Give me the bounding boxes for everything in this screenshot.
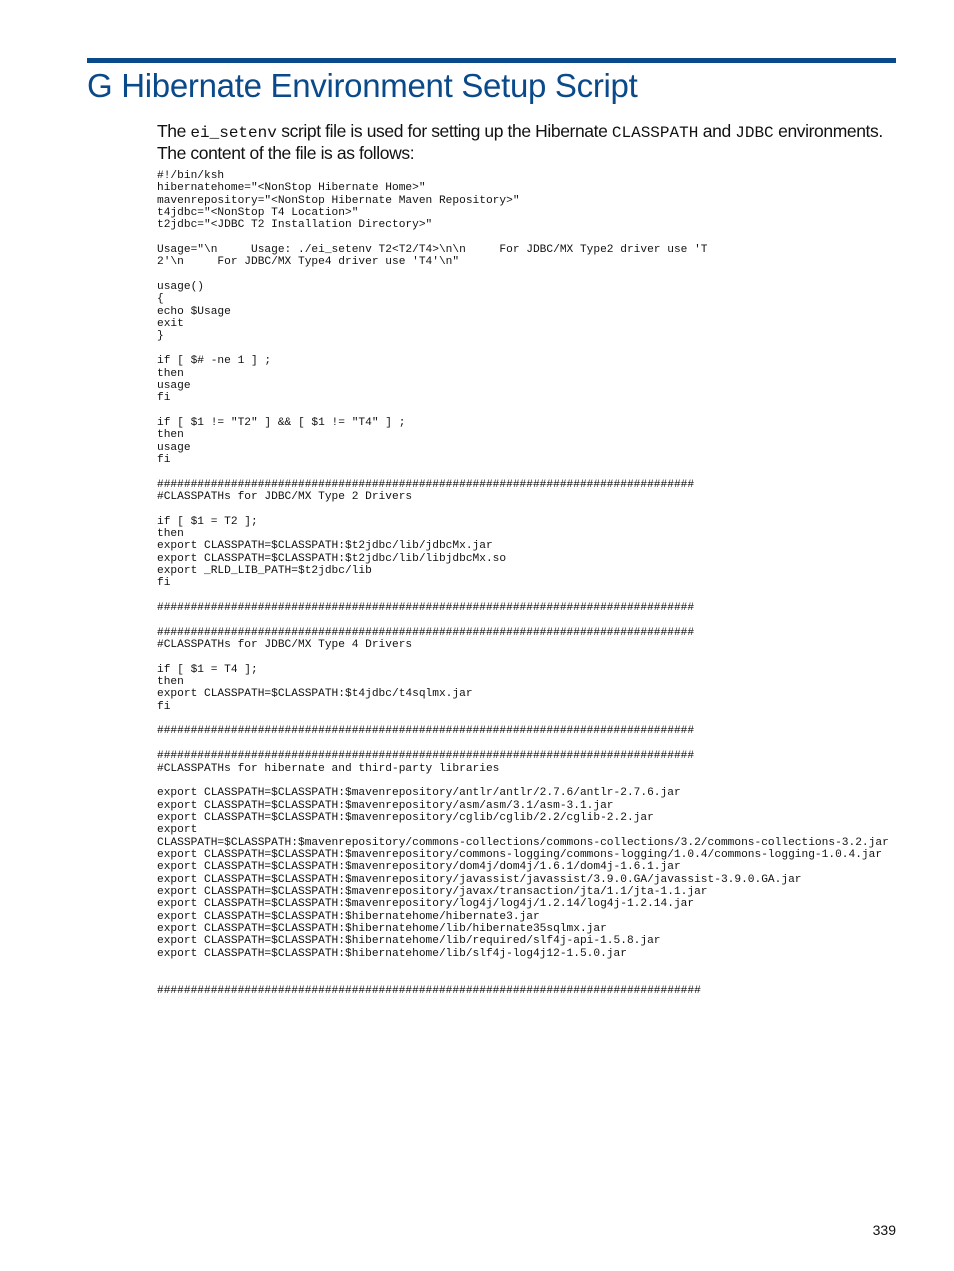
page-title: G Hibernate Environment Setup Script [87,67,638,104]
intro-paragraph [157,121,902,163]
title-rule [87,58,896,63]
script-listing: #!/bin/ksh hibernatehome="<NonStop Hibernate Home>" mavenrepository="<NonStop Hibernate Maven Repository>" t4jdbc="<NonStop T4 Location>" t2jdbc="<JDBC T2 Installation Directory>" Usage="\n Usage: ./ei_setenv T2<T2/T4>\n\n For JDBC/MX Type2 driver use 'T 2'\n For JDBC/MX Type4 driver use 'T4'\n" usage() { echo $Usage exit } if [ $# -ne 1 ] ; then usage fi if [ $1 != "T2" ] && [ $1 != "T4" ] ; then usage fi ################################################################################ #CLASSPATHs for JDBC/MX Type 2 Drivers if [ $1 = T2 ]; then export CLASSPATH=$CLASSPATH:$t2jdbc/lib/jdbcMx.jar export CLASSPATH=$CLASSPATH:$t2jdbc/lib/libjdbcMx.so export _RLD_LIB_PATH=$t2jdbc/lib fi ################################################################################ ################################################################################ #CLASSPATHs for JDBC/MX Type 4 Drivers if [ $1 = T4 ]; then export CLASSPATH=$CLASSPATH:$t4jdbc/t4sqlmx.jar fi ################################################################################ ################################################################################ #CLASSPATHs for hibernate and third-party libraries export CLASSPATH=$CLASSPATH:$mavenrepository/antlr/antlr/2.7.6/antlr-2.7.6.jar export CLASSPATH=$CLASSPATH:$mavenrepository/asm/asm/3.1/asm-3.1.jar export CLASSPATH=$CLASSPATH:$mavenrepository/cglib/cglib/2.2/cglib-2.2.jar export CLASSPATH=$CLASSPATH:$mavenrepository/commons-collections/commons-collections/3.2/commons-collections-3.2.jar export CLASSPATH=$CLASSPATH:$mavenrepository/commons-logging/commons-logging/1.0.4/commons-logging-1.0.4.jar export CLASSPATH=$CLASSPATH:$mavenrepository/dom4j/dom4j/1.6.1/dom4j-1.6.1.jar export CLASSPATH=$CLASSPATH:$mavenrepository/javassist/javassist/3.9.0.GA/javassist-3.9.0.GA.jar export CLASSPATH=$CLASSPATH:$mavenrepository/javax/transaction/jta/1.1/jta-1.1.jar export CLASSPATH=$CLASSPATH:$mavenrepository/log4j/log4j/1.2.14/log4j-1.2.14.jar export CLASSPATH=$CLASSPATH:$hibernatehome/hibernate3.jar export CLASSPATH=$CLASSPATH:$hibernatehome/lib/hibernate35sqlmx.jar export CLASSPATH=$CLASSPATH:$hibernatehome/lib/required/slf4j-api-1.5.8.jar export CLASSPATH=$CLASSPATH:$hibernatehome/lib/slf4j-log4j12-1.5.0.jar ################################################################################# [157,170,889,997]
intro-text: and [698,121,736,141]
intro-text: script file is used for setting up the Hibernate [276,121,612,141]
intro-text: The [157,121,191,141]
script-file-name: ei_setenv [190,124,277,142]
jdbc-term: JDBC [735,124,774,142]
intro-text: environments. The content of the file is as follows: [157,121,883,163]
classpath-term: CLASSPATH [611,124,699,142]
page-number: 339 [872,1222,896,1238]
